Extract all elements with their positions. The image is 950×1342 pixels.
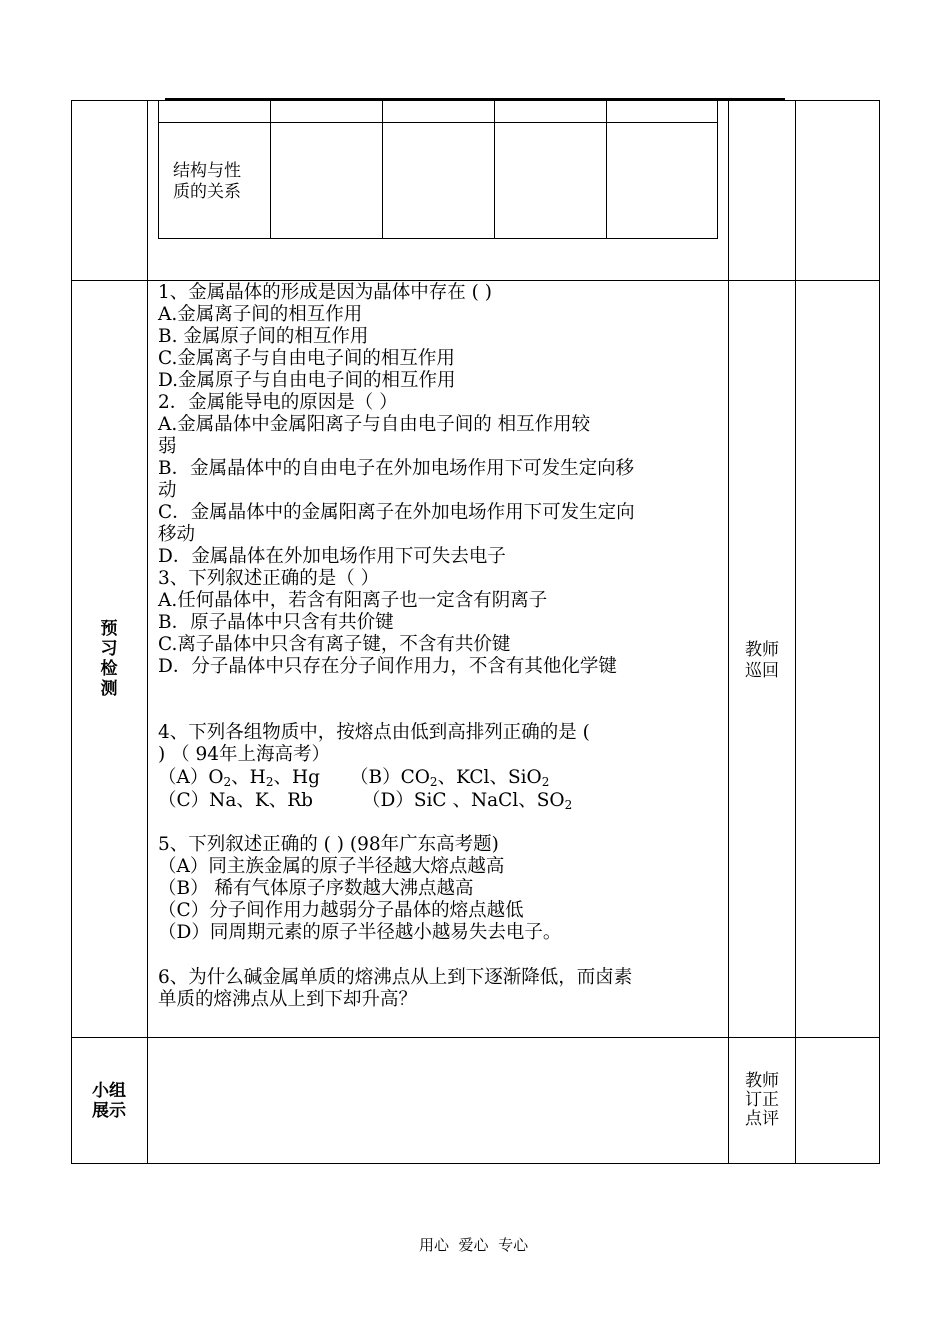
q4-option-c xyxy=(158,790,313,812)
q1-option-d: D.金属原子与自由电子间的相互作用 xyxy=(158,370,456,391)
q4-b-sub1: 2 xyxy=(429,775,438,789)
section-label-group: 小组展示 xyxy=(92,1081,126,1121)
inner-col-divider-1 xyxy=(270,101,271,238)
q4-a-part1: （A）O xyxy=(158,767,224,788)
q4-option-d xyxy=(362,790,572,812)
q4-option-b xyxy=(350,767,549,789)
q4-b-part1: （B）CO xyxy=(350,767,430,788)
q2-option-a: A.金属晶体中金属阳离子与自由电子间的 相互作用较 xyxy=(158,414,591,435)
q4-b-sub2: 2 xyxy=(541,775,550,789)
inner-row-label: 结构与性质的关系 xyxy=(173,161,241,202)
side-note-teacher-review: 教师订正点评 xyxy=(745,1071,779,1129)
q5-option-a: （A）同主族金属的原子半径越大熔点越高 xyxy=(158,856,505,877)
q2-option-a-cont: 弱 xyxy=(158,436,177,457)
q2-option-b-cont: 动 xyxy=(158,480,177,501)
q2-option-b: B．金属晶体中的自由电子在外加电场作用下可发生定向移 xyxy=(158,458,635,479)
q4-a-sub2: 2 xyxy=(265,775,274,789)
q1-stem: 1、金属晶体的形成是因为晶体中存在 ( ) xyxy=(158,282,492,303)
q4-stem-cont: ) （ 94年上海高考） xyxy=(158,744,331,765)
inner-col-divider-4 xyxy=(606,101,607,238)
inner-col-divider-3 xyxy=(494,101,495,238)
content-column-border xyxy=(728,100,729,1164)
q3-stem: 3、下列叙述正确的是（ ） xyxy=(158,568,380,589)
q1-option-a: A.金属离子间的相互作用 xyxy=(158,304,363,325)
q6-stem: 6、为什么碱金属单质的熔沸点从上到下逐渐降低，而卤素 xyxy=(158,967,633,988)
q1-option-c: C.金属离子与自由电子间的相互作用 xyxy=(158,348,455,369)
q4-b-part2: 、KCl、SiO xyxy=(437,767,542,788)
q5-stem: 5、下列叙述正确的 ( ) (98年广东高考题) xyxy=(158,834,499,855)
q6-stem-cont: 单质的熔沸点从上到下却升高？ xyxy=(158,989,418,1010)
page-footer: 用心 爱心 专心 xyxy=(419,1236,529,1254)
outer-right-border xyxy=(879,100,880,1164)
inner-table-row-divider xyxy=(159,122,717,123)
outer-left-border xyxy=(71,100,72,1164)
side-note-teacher-patrol: 教师巡回 xyxy=(745,640,779,681)
q3-option-c: C.离子晶体中只含有离子键，不含有共价键 xyxy=(158,634,511,655)
q2-stem: 2．金属能导电的原因是（ ） xyxy=(158,392,398,413)
q2-option-c: C．金属晶体中的金属阳离子在外加电场作用下可发生定向 xyxy=(158,502,635,523)
inner-table xyxy=(158,100,718,239)
q4-d-sub: 2 xyxy=(564,798,573,812)
q4-stem: 4、下列各组物质中，按熔点由低到高排列正确的是 ( xyxy=(158,722,590,743)
q5-option-b: （B） 稀有气体原子序数越大沸点越高 xyxy=(158,878,474,899)
q2-option-d: D．金属晶体在外加电场作用下可失去电子 xyxy=(158,546,506,567)
q3-option-d: D．分子晶体中只存在分子间作用力，不含有其他化学键 xyxy=(158,656,617,677)
q4-d-text: （D）SiC 、NaCl、SO xyxy=(362,790,565,811)
inner-col-divider-2 xyxy=(382,101,383,238)
note-column-border xyxy=(795,100,796,1164)
q4-option-ab xyxy=(158,767,320,789)
q1-option-b: B. 金属原子间的相互作用 xyxy=(158,326,369,347)
q4-a-part2: 、H xyxy=(231,767,266,788)
q4-c-text: （C）Na、K、Rb xyxy=(158,790,313,811)
q2-option-c-cont: 移动 xyxy=(158,524,196,545)
q5-option-d: （D）同周期元素的原子半径越小越易失去电子。 xyxy=(158,922,562,943)
outer-table-bottom-border xyxy=(71,1163,880,1164)
row-divider-1 xyxy=(71,280,880,281)
row-divider-2 xyxy=(71,1037,880,1038)
q3-option-a: A.任何晶体中，若含有阳离子也一定含有阴离子 xyxy=(158,590,548,611)
label-column-border xyxy=(147,100,148,1164)
q4-a-sub1: 2 xyxy=(223,775,232,789)
q3-option-b: B．原子晶体中只含有共价键 xyxy=(158,612,394,633)
q4-a-part3: 、Hg xyxy=(273,767,320,788)
q5-option-c: （C）分子间作用力越弱分子晶体的熔点越低 xyxy=(158,900,524,921)
section-label-preview: 预习检测 xyxy=(100,619,118,699)
